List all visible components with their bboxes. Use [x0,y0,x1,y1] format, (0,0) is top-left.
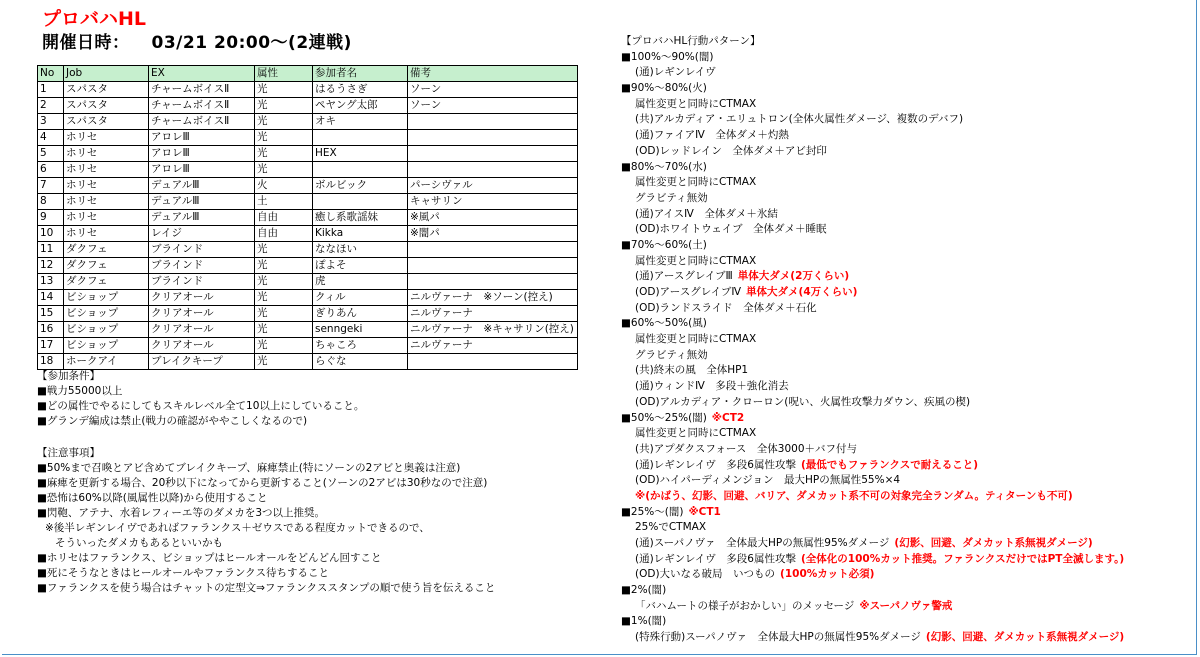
table-cell: ※闇パ [408,226,578,242]
notes-heading: 【注意事項】 [37,447,100,459]
table-cell: 10 [38,226,64,242]
table-row [38,322,578,338]
pattern-detail [621,458,1124,474]
pattern-detail [621,97,1124,113]
table-cell: ぎりあん [313,306,408,322]
table-cell: 光 [255,114,313,130]
table-cell: ビショップ [64,306,149,322]
page-title: プロバハHL [42,8,147,30]
conditions-section [37,369,364,429]
table-cell: クリアオール [149,290,255,306]
pattern-phase [621,238,1124,254]
table-cell: ボルビック [313,178,408,194]
table-row [38,210,578,226]
table-cell: 光 [255,82,313,98]
pattern-text: ■90%～80%(火) [621,82,707,95]
pattern-text: 25%でCTMAX [635,521,707,534]
table-cell [408,114,578,130]
pattern-text: (OD)ハイパーディメンジョン 最大HPの無属性55%×4 [635,474,901,487]
table-cell: ダクフェ [64,258,149,274]
pattern-warning: (最低でもファランクスで耐えること) [800,458,979,471]
pattern-text: (OD)レッドレイン 全体ダメ＋アビ封印 [635,144,827,157]
pattern-detail [621,254,1124,270]
table-cell: ※風パ [408,210,578,226]
table-cell [408,274,578,290]
pattern-heading: 【プロバハHL行動パターン】 [621,35,761,47]
table-cell: ビショップ [64,322,149,338]
table-cell: 15 [38,306,64,322]
pattern-text: 「バハムートの様子がおかしい」のメッセージ [635,599,855,612]
table-cell: デュアルⅢ [149,210,255,226]
table-cell: ビショップ [64,290,149,306]
condition-item: ■どの属性でやるにしてもスキルレベル全て10以上にしていること。 [37,400,365,412]
pattern-text: (通)アイスⅣ 全体ダメ＋氷結 [635,207,778,220]
table-row [38,242,578,258]
pattern-text: (OD)アースグレイブⅣ [635,286,742,298]
pattern-text: (通)アースグレイブⅢ [635,270,733,283]
table-row [38,178,578,194]
table-cell: ホリセ [64,178,149,194]
pattern-detail [621,65,1124,81]
pattern-text: 属性変更と同時にCTMAX [635,176,757,189]
pattern-detail [621,630,1124,646]
table-row [38,162,578,178]
pattern-list [621,50,1124,646]
pattern-warning: 単体大ダメ(4万くらい) [746,286,858,298]
pattern-detail [621,567,1124,583]
table-cell: 光 [255,162,313,178]
pattern-text: ■25%～(闇) [621,505,684,518]
pattern-text: (通)レギンレイヴ 多段6属性攻撃 [635,458,796,471]
table-cell: 光 [255,130,313,146]
conditions-list [37,384,364,429]
pattern-warning: (100%カット必須) [780,568,875,581]
pattern-text: ■70%～60%(土) [621,238,707,251]
table-cell: ホリセ [64,194,149,210]
pattern-text: 属性変更と同時にCTMAX [635,427,757,440]
pattern-detail [621,112,1124,128]
table-row [38,290,578,306]
table-row [38,194,578,210]
pattern-text: (OD)ホワイトウェイブ 全体ダメ＋睡眠 [635,223,827,236]
table-cell: ホリセ [64,162,149,178]
table-cell: ニルヴァーナ [408,306,578,322]
pattern-detail [621,175,1124,191]
table-cell: ホリセ [64,226,149,242]
table-cell: 12 [38,258,64,274]
pattern-detail [621,222,1124,238]
table-cell [408,146,578,162]
pattern-text: (共)アプダクスフォース 全体3000＋バフ付与 [635,442,858,455]
table-cell: 光 [255,98,313,114]
table-cell: レイジ [149,226,255,242]
note-item: ■ファランクスを使う場合はチャットの定型文⇒ファランクススタンプの順で使う旨を伝えること [37,582,496,594]
table-cell: 5 [38,146,64,162]
table-header-row [38,66,578,82]
table-cell: 9 [38,210,64,226]
table-cell: ホリセ [64,130,149,146]
pattern-text: (OD)大いなる破局 いつもの [635,568,776,581]
pattern-text: (共)終末の風 全体HP1 [635,364,749,377]
table-cell: ダクフェ [64,242,149,258]
pattern-text: ■100%～90%(闇) [621,50,714,63]
pattern-text: 属性変更と同時にCTMAX [635,97,757,110]
table-cell [408,130,578,146]
table-cell: 2 [38,98,64,114]
pattern-phase [621,505,1124,521]
pattern-detail [621,489,1124,505]
table-cell: 光 [255,290,313,306]
pattern-phase [621,411,1124,427]
pattern-detail [621,599,1124,615]
table-cell: チャームボイスⅡ [149,98,255,114]
pattern-detail [621,520,1124,536]
table-cell: スパスタ [64,98,149,114]
table-cell: Kikka [313,226,408,242]
table-cell: パーシヴァル [408,178,578,194]
pattern-warning: 単体大ダメ(2万くらい) [737,270,850,283]
table-cell: 18 [38,354,64,370]
pattern-text: (特殊行動)スーパノヴァ 全体最大HPの無属性95%ダメージ [635,631,921,644]
pattern-text: 属性変更と同時にCTMAX [635,254,757,267]
table-cell: ビショップ [64,338,149,354]
note-item: ■閃鞄、アテナ、水着レフィーエ等のダメカを3つ以上推奨。 [37,507,326,519]
pattern-warning: ※CT1 [688,505,721,518]
table-cell [408,258,578,274]
pattern-text: (通)レギンレイヴ [635,66,716,79]
table-row [38,98,578,114]
table-cell: 13 [38,274,64,290]
pattern-detail [621,442,1124,458]
pattern-warning: ※スーパノヴァ警戒 [859,599,953,612]
table-cell: チャームボイスⅡ [149,114,255,130]
table-row [38,354,578,370]
table-cell: HEX [313,146,408,162]
table-cell: 8 [38,194,64,210]
table-cell: ちゃころ [313,338,408,354]
pattern-detail [621,301,1124,317]
table-cell: 光 [255,338,313,354]
pattern-detail [621,191,1124,207]
table-cell: 6 [38,162,64,178]
pattern-detail [621,332,1124,348]
column-header: 属性 [255,66,313,82]
pattern-detail [621,395,1124,411]
participant-table [37,65,578,370]
table-cell: クリアオール [149,322,255,338]
table-cell: ホークアイ [64,354,149,370]
table-cell: 火 [255,178,313,194]
pattern-text: 属性変更と同時にCTMAX [635,333,757,346]
table-row [38,274,578,290]
table-row [38,114,578,130]
note-item: そういったダメカもあるといいかも [55,537,223,549]
table-cell: スパスタ [64,114,149,130]
table-row [38,146,578,162]
table-cell: キャサリン [408,194,578,210]
table-cell: 17 [38,338,64,354]
table-cell: デュアルⅢ [149,178,255,194]
pattern-text: (通)レギンレイヴ 多段6属性攻撃 [635,552,796,565]
table-cell: ダクフェ [64,274,149,290]
table-body [38,82,578,370]
table-cell: 7 [38,178,64,194]
pattern-text: (共)アルカディア・エリュトロン(全体火属性ダメージ、複数のデバフ) [635,113,964,126]
pattern-phase [621,81,1124,97]
table-cell: ニルヴァーナ ※ソーン(控え) [408,290,578,306]
table-cell: ブラインド [149,258,255,274]
event-datetime [42,28,352,53]
table-cell: 光 [255,322,313,338]
pattern-text: ■2%(闇) [621,584,667,597]
pattern-text: グラビティ無効 [635,348,708,361]
pattern-warning: (幻影、回避、ダメカット系無視ダメージ) [925,631,1125,644]
table-row [38,82,578,98]
pattern-text: (OD)アルカディア・クローロン(呪い、火属性攻撃力ダウン、疾風の楔) [635,395,971,408]
pattern-detail [621,207,1124,223]
table-cell [408,354,578,370]
pattern-text: (通)スーパノヴァ 全体最大HPの無属性95%ダメージ [635,537,890,549]
table-cell: 癒し系歌謡妹 [313,210,408,226]
table-cell [408,162,578,178]
table-cell: ペヤング太郎 [313,98,408,114]
pattern-text: (通)ウィンドⅣ 多段＋強化消去 [635,380,789,393]
table-row [38,258,578,274]
table-row [38,306,578,322]
pattern-text: ■50%～25%(闇) [621,411,707,424]
table-cell: スパスタ [64,82,149,98]
pattern-text: ■80%～70%(水) [621,160,707,173]
table-cell: ブレイクキープ [149,354,255,370]
pattern-detail [621,348,1124,364]
pattern-warning: (幻影、回避、ダメカット系無視ダメージ) [894,537,1093,549]
note-item: ■死にそうなときはヒールオールやファランクス待ちすること [37,567,330,579]
table-cell: ブラインド [149,242,255,258]
pattern-phase [621,583,1124,599]
table-cell: アロレⅢ [149,162,255,178]
pattern-warning: ※CT2 [711,411,745,424]
table-cell: アロレⅢ [149,130,255,146]
column-header: 備考 [408,66,578,82]
table-cell: ソーン [408,98,578,114]
table-cell: チャームボイスⅡ [149,82,255,98]
pattern-detail [621,536,1124,552]
table-cell [313,130,408,146]
table-cell: 光 [255,242,313,258]
table-cell: ホリセ [64,210,149,226]
note-item: ■麻痺を更新する場合、20秒以下になってから更新すること(ソーンの2アビは30秒なので注意) [37,477,488,489]
pattern-text: (通)ファイアⅣ 全体ダメ＋灼熱 [635,129,789,142]
table-cell: アロレⅢ [149,146,255,162]
table-cell: 1 [38,82,64,98]
column-header: Job [64,66,149,82]
note-item: ■ホリセはファランクス、ビショップはヒールオールをどんどん回すこと [37,552,382,564]
table-row [38,338,578,354]
table-cell: 自由 [255,210,313,226]
table-cell: 11 [38,242,64,258]
table-cell: はるうさぎ [313,82,408,98]
table-cell: ニルヴァーナ ※キャサリン(控え) [408,322,578,338]
pattern-phase [621,160,1124,176]
table-cell: ななほい [313,242,408,258]
table-cell: 14 [38,290,64,306]
table-cell: ソーン [408,82,578,98]
table-cell: 光 [255,146,313,162]
notes-list [37,461,495,596]
pattern-phase [621,614,1124,630]
table-cell: ニルヴァーナ [408,338,578,354]
table-cell: 自由 [255,226,313,242]
pattern-detail [621,552,1124,568]
table-cell: クリアオール [149,338,255,354]
table-cell: 虎 [313,274,408,290]
pattern-detail [621,363,1124,379]
note-item: ■50%まで召喚とアビ含めてブレイクキープ、麻痺禁止(特にソーンの2アビと奥義は注意) [37,462,461,474]
table-cell: らぐな [313,354,408,370]
condition-item: ■グランデ編成は禁止(戦力の確認がややこしくなるので) [37,415,308,427]
table-cell [408,242,578,258]
table-cell: ホリセ [64,146,149,162]
table-cell: 土 [255,194,313,210]
table-cell [313,194,408,210]
table-cell: 光 [255,274,313,290]
table-cell: デュアルⅢ [149,194,255,210]
table-cell: 16 [38,322,64,338]
table-row [38,130,578,146]
pattern-phase [621,50,1124,66]
table-cell [313,162,408,178]
pattern-text: (OD)ランドスライド 全体ダメ＋石化 [635,301,817,314]
pattern-detail [621,285,1124,301]
table-cell: 3 [38,114,64,130]
pattern-warning: ※(かばう、幻影、回避、バリア、ダメカット系不可の対象完全ランダム。ティターンも不可) [635,489,1073,502]
table-cell: senngeki [313,322,408,338]
table-cell: 4 [38,130,64,146]
notes-section [37,446,495,596]
note-item: ※後半レギンレイヴであればファランクス＋ゼウスである程度カットできるので、 [45,522,430,534]
column-header: 参加者名 [313,66,408,82]
conditions-heading: 【参加条件】 [37,370,100,382]
pattern-detail [621,473,1124,489]
pattern-phase [621,316,1124,332]
pattern-detail [621,128,1124,144]
note-item: ■恐怖は60%以降(風属性以降)から使用すること [37,492,268,504]
pattern-warning: (全体化の100%カット推奨。ファランクスだけではPT全滅します。) [800,552,1125,565]
pattern-text: ■60%～50%(風) [621,317,707,330]
table-cell: クリアオール [149,306,255,322]
action-pattern-section [621,34,1124,646]
table-cell: ぽよそ [313,258,408,274]
column-header: No [38,66,64,82]
column-header: EX [149,66,255,82]
pattern-text: ■1%(闇) [621,615,667,628]
table-cell: オキ [313,114,408,130]
pattern-detail [621,269,1124,285]
table-cell: 光 [255,306,313,322]
table-cell: 光 [255,258,313,274]
table-cell: クィル [313,290,408,306]
table-row [38,226,578,242]
pattern-detail [621,426,1124,442]
pattern-detail [621,379,1124,395]
pattern-detail [621,144,1124,160]
datetime-value: 03/21 20:00～(2連戦) [151,33,352,53]
pattern-text: グラビティ無効 [635,191,708,204]
condition-item: ■戦力55000以上 [37,385,123,397]
table-cell: 光 [255,354,313,370]
table-cell: ブラインド [149,274,255,290]
datetime-label: 開催日時： [42,33,130,53]
